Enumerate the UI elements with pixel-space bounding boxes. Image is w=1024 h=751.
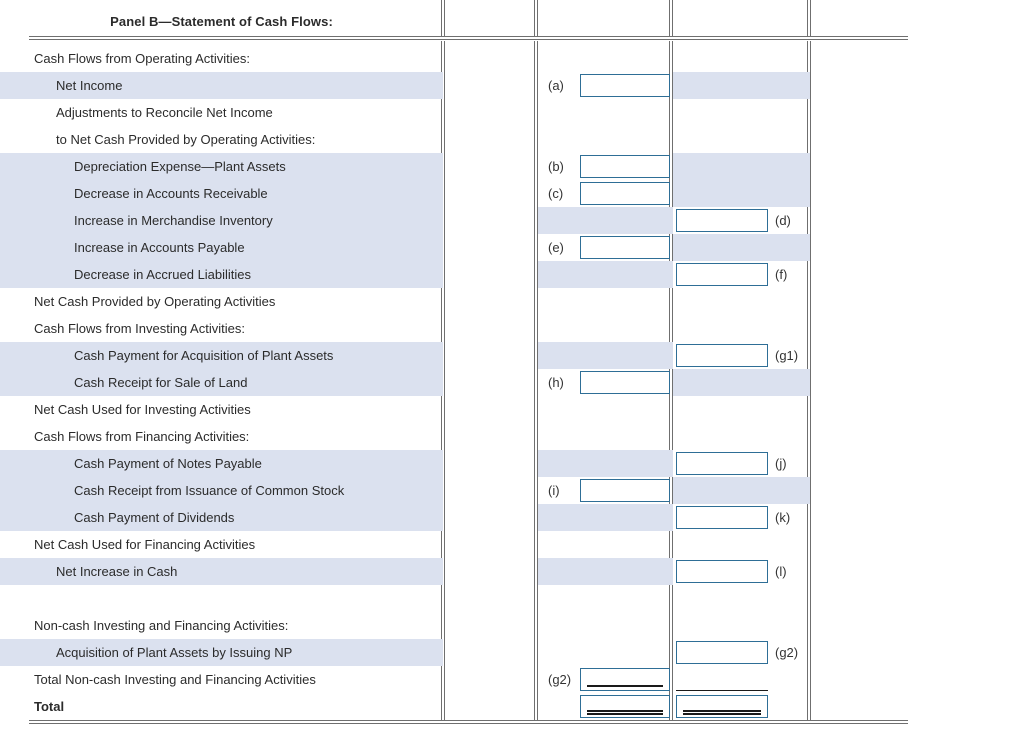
amount-cell — [673, 234, 810, 261]
amount-column-3 — [538, 45, 673, 720]
amount-cell — [538, 315, 673, 342]
line-item-label: Non-cash Investing and Financing Activities: — [34, 618, 289, 633]
amount-cell — [538, 369, 673, 396]
amount-cell — [538, 639, 673, 666]
spacer-row — [0, 585, 443, 612]
amount-cell — [538, 288, 673, 315]
amount-cell — [673, 585, 810, 612]
amount-input[interactable] — [676, 506, 768, 529]
amount-cell — [673, 288, 810, 315]
label-column — [0, 45, 443, 720]
total-double-underline — [683, 710, 761, 715]
blank-reference-tag: (k) — [775, 510, 791, 525]
blank-reference-tag: (i) — [548, 483, 560, 498]
amount-cell — [673, 72, 810, 99]
line-item-label: Net Cash Used for Financing Activities — [34, 537, 256, 552]
amount-cell — [673, 477, 810, 504]
amount-input[interactable] — [676, 560, 768, 583]
amount-cell — [673, 423, 810, 450]
line-item-label: Net Cash Provided by Operating Activities — [34, 294, 276, 309]
line-item-label: Total Non-cash Investing and Financing Activities — [34, 672, 316, 687]
line-item-label: Increase in Merchandise Inventory — [0, 207, 443, 234]
amount-cell — [673, 207, 810, 234]
amount-cell — [538, 72, 673, 99]
amount-cell — [538, 531, 673, 558]
line-item-label: Cash Flows from Operating Activities: — [34, 51, 251, 66]
amount-cell — [673, 639, 810, 666]
line-item-label: Total — [34, 699, 65, 714]
amount-cell — [673, 153, 810, 180]
amount-cell — [673, 99, 810, 126]
amount-input[interactable] — [676, 263, 768, 286]
amount-cell — [538, 207, 673, 234]
amount-cell — [673, 45, 810, 72]
amount-cell — [538, 477, 673, 504]
amount-input[interactable] — [580, 695, 670, 718]
amount-cell — [538, 153, 673, 180]
amount-cell — [673, 450, 810, 477]
amount-cell — [673, 558, 810, 585]
blank-reference-tag: (l) — [775, 564, 787, 579]
amount-cell — [673, 342, 810, 369]
subtotal-underline — [587, 685, 663, 687]
amount-input[interactable] — [580, 371, 670, 394]
blank-reference-tag: (g2) — [775, 645, 799, 660]
amount-cell — [538, 342, 673, 369]
header-bottom-rule — [29, 36, 908, 41]
amount-input[interactable] — [676, 452, 768, 475]
amount-input[interactable] — [580, 668, 670, 691]
amount-cell — [673, 396, 810, 423]
page-title: Panel B—Statement of Cash Flows: — [110, 14, 333, 29]
line-item-label: Depreciation Expense—Plant Assets — [0, 153, 443, 180]
amount-input[interactable] — [676, 209, 768, 232]
blank-reference-tag: (g1) — [775, 348, 799, 363]
blank-reference-tag: (f) — [775, 267, 788, 282]
blank-reference-tag: (d) — [775, 213, 791, 228]
line-item-label: Cash Payment for Acquisition of Plant Assets — [0, 342, 443, 369]
amount-cell — [538, 504, 673, 531]
blank-reference-tag: (a) — [548, 78, 564, 93]
line-item-label: Cash Flows from Investing Activities: — [34, 321, 245, 336]
blank-reference-tag: (h) — [548, 375, 564, 390]
line-item-label: Adjustments to Reconcile Net Income — [56, 105, 273, 120]
line-item-label: Net Cash Used for Investing Activities — [34, 402, 251, 417]
amount-cell — [673, 126, 810, 153]
line-item-label: Decrease in Accounts Receivable — [0, 180, 443, 207]
line-item-label: to Net Cash Provided by Operating Activities: — [56, 132, 316, 147]
amount-input[interactable] — [580, 479, 670, 502]
amount-cell — [538, 693, 673, 720]
line-item-label: Cash Payment of Dividends — [0, 504, 443, 531]
blank-reference-tag: (g2) — [548, 672, 572, 687]
blank-reference-tag: (e) — [548, 240, 564, 255]
amount-cell — [538, 423, 673, 450]
amount-cell — [673, 666, 810, 693]
amount-cell — [538, 396, 673, 423]
amount-input[interactable] — [676, 695, 768, 718]
table-bottom-rule — [29, 720, 908, 725]
line-item-label: Cash Receipt for Sale of Land — [0, 369, 443, 396]
amount-cell — [538, 585, 673, 612]
line-item-label: Cash Flows from Financing Activities: — [34, 429, 250, 444]
line-item-label: Acquisition of Plant Assets by Issuing NP — [0, 639, 443, 666]
line-item-label: Net Increase in Cash — [0, 558, 443, 585]
amount-cell — [673, 180, 810, 207]
line-item-label: Net Income — [0, 72, 443, 99]
amount-cell — [673, 261, 810, 288]
amount-cell — [538, 99, 673, 126]
blank-reference-tag: (c) — [548, 186, 564, 201]
amount-cell — [673, 693, 810, 720]
amount-input[interactable] — [580, 74, 670, 97]
amount-cell — [673, 315, 810, 342]
line-item-label: Decrease in Accrued Liabilities — [0, 261, 443, 288]
amount-cell — [673, 612, 810, 639]
total-double-underline — [587, 710, 663, 715]
amount-cell — [538, 666, 673, 693]
amount-input[interactable] — [676, 344, 768, 367]
amount-cell — [538, 234, 673, 261]
blank-reference-tag: (b) — [548, 159, 564, 174]
amount-cell — [673, 369, 810, 396]
line-item-label: Increase in Accounts Payable — [0, 234, 443, 261]
blank-reference-tag: (j) — [775, 456, 787, 471]
amount-cell — [538, 450, 673, 477]
line-item-label: Cash Payment of Notes Payable — [0, 450, 443, 477]
amount-cell — [538, 558, 673, 585]
amount-cell — [538, 261, 673, 288]
amount-cell — [673, 504, 810, 531]
amount-input[interactable] — [676, 641, 768, 664]
subtotal-rule — [676, 690, 768, 692]
amount-cell — [538, 45, 673, 72]
amount-cell — [538, 180, 673, 207]
amount-cell — [673, 531, 810, 558]
amount-input[interactable] — [580, 182, 670, 205]
line-item-label: Cash Receipt from Issuance of Common Stock — [0, 477, 443, 504]
amount-column-4 — [673, 45, 810, 720]
amount-input[interactable] — [580, 155, 670, 178]
amount-cell — [538, 612, 673, 639]
amount-cell — [538, 126, 673, 153]
amount-input[interactable] — [580, 236, 670, 259]
